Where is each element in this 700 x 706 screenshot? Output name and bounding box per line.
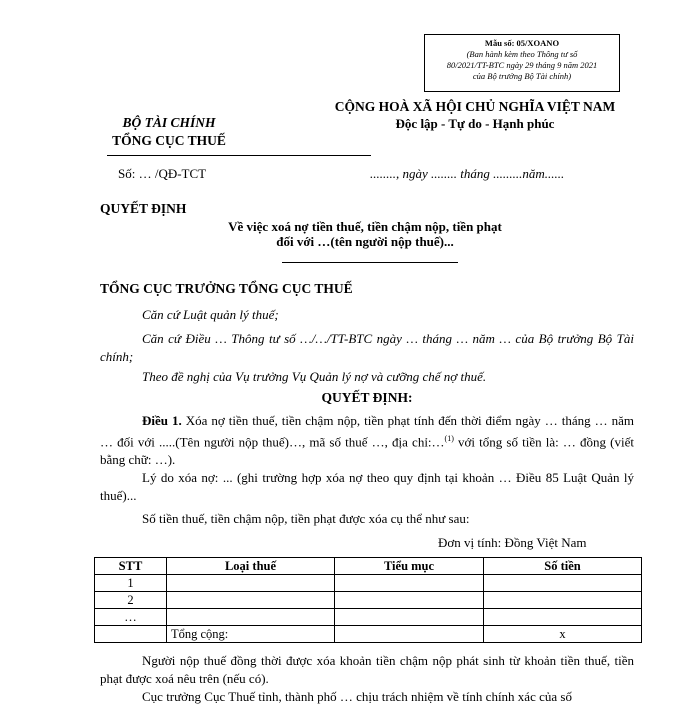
total-value: x: [484, 626, 642, 643]
row-stt: 1: [95, 575, 167, 592]
subject-line-2: đối với …(tên người nộp thuế)...: [276, 234, 454, 249]
subject-underline: [282, 262, 458, 263]
header-tax-type: Loại thuế: [167, 558, 335, 575]
nation-name: CỘNG HOÀ XÃ HỘI CHỦ NGHĨA VIỆT NAM: [334, 99, 616, 114]
table-header-row: [95, 558, 642, 575]
decision-heading: QUYẾT ĐỊNH: [100, 201, 187, 216]
article-1-label: Điều 1.: [142, 413, 182, 428]
header-amount: Số tiền: [484, 558, 642, 575]
row-tax-type: [167, 592, 335, 609]
form-note-line-1: (Ban hành kèm theo Thông tư số: [466, 49, 578, 59]
row-amount: [484, 609, 642, 626]
basis-proposal: Theo đề nghị của Vụ trưởng Vụ Quản lý nợ và cưỡng chế nợ thuế.: [142, 369, 487, 384]
issuer-underline: [107, 155, 371, 156]
unit-label: Đơn vị tính: Đồng Việt Nam: [438, 535, 587, 550]
tax-table: [94, 557, 642, 643]
decides-heading: QUYẾT ĐỊNH:: [321, 390, 413, 405]
row-amount: [484, 575, 642, 592]
form-code-box: [424, 34, 620, 92]
reason-paragraph: Lý do xóa nợ: ... (ghi trường hợp xóa nợ theo quy định tại khoản … Điều 85 Luật Quản lý thuế)...: [100, 470, 634, 503]
row-sub-item: [335, 609, 484, 626]
total-stt-cell: [95, 626, 167, 643]
authority-heading: TỔNG CỤC TRƯỞNG TỔNG CỤC THUẾ: [100, 281, 353, 296]
table-row: [95, 609, 642, 626]
form-note-line-3: của Bộ trưởng Bộ Tài chính): [472, 71, 572, 81]
form-note-line-2: 80/2021/TT-BTC ngày 29 tháng 9 năm 2021: [446, 60, 598, 70]
article-1-text: Xóa nợ tiền thuế, tiền chậm nộp, tiền phạt tính đến thời điểm ngày … tháng … năm … đối với .....(Tên người nộp thuế)…, mã số thuế …, địa chỉ:…: [100, 413, 634, 450]
row-stt: 2: [95, 592, 167, 609]
decision-number: [118, 166, 206, 182]
basis-law: Căn cứ Luật quản lý thuế;: [142, 307, 279, 322]
issuer-ministry: BỘ TÀI CHÍNH: [122, 115, 216, 130]
row-sub-item: [335, 575, 484, 592]
total-sub-item-cell: [335, 626, 484, 643]
table-row: [95, 592, 642, 609]
header-sub-item: Tiểu mục: [335, 558, 484, 575]
decision-date-line: ........, ngày ........ tháng .........năm......: [370, 166, 565, 181]
total-label: Tổng cộng:: [167, 626, 335, 643]
table-row: [95, 575, 642, 592]
row-sub-item: [335, 592, 484, 609]
table-total-row: [95, 626, 642, 643]
row-tax-type: [167, 575, 335, 592]
row-stt: …: [95, 609, 167, 626]
decision-number-suffix: /QĐ-TCT: [154, 166, 207, 181]
row-tax-type: [167, 609, 335, 626]
header-stt: STT: [95, 558, 167, 575]
article-1: [100, 412, 634, 469]
after-table-paragraph: Người nộp thuế đồng thời được xóa khoản tiền chậm nộp phát sinh từ khoản tiền thuế, tiền phạt được xoá nêu trên (nếu có).: [100, 653, 634, 686]
basis-circular: Căn cứ Điều … Thông tư số …/…/TT-BTC ngày … tháng … năm … của Bộ trưởng Bộ Tài chính;: [100, 331, 634, 364]
subject-line-1: Về việc xoá nợ tiền thuế, tiền chậm nộp, tiền phạt: [228, 219, 502, 234]
issuer-department: TỔNG CỤC THUẾ: [112, 133, 226, 148]
form-code: Mẫu số: 05/XOANO: [484, 38, 560, 48]
article-1-text-end: với tổng số tiền là: … đồng (viết bằng chữ: …).: [100, 434, 634, 468]
nation-motto: Độc lập - Tự do - Hạnh phúc: [395, 116, 555, 131]
decision-number-prefix: Số: …: [118, 166, 152, 181]
footnote-ref: (1): [444, 434, 454, 443]
row-amount: [484, 592, 642, 609]
detail-paragraph: Số tiền thuế, tiền chậm nộp, tiền phạt được xóa cụ thể như sau:: [142, 511, 470, 526]
last-paragraph: Cục trưởng Cục Thuế tỉnh, thành phố … chịu trách nhiệm về tính chính xác của số: [142, 689, 572, 704]
